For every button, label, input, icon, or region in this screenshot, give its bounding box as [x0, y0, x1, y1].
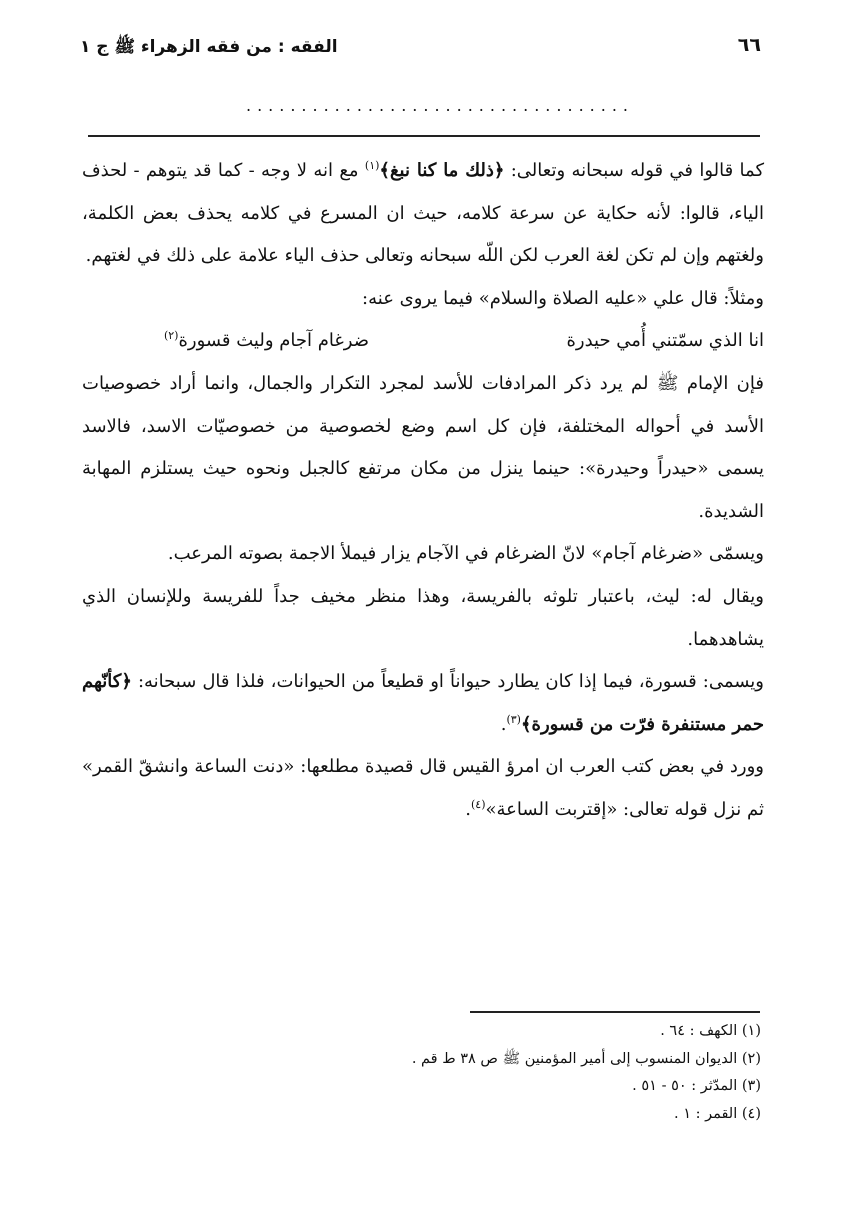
- poem-first-hemistich: انا الذي سمّتني أُمي حيدرة: [566, 330, 764, 352]
- footnote-3: (٣) المدّثر : ٥٠ - ٥١ .: [632, 1078, 761, 1094]
- poem-verse: [82, 320, 764, 363]
- paragraph-4: ويسمّى «ضرغام آجام» لانّ الضرغام في الآجام يزار فيملأ الاجمة بصوته المرعب.: [167, 543, 764, 565]
- paragraph-3: فإن الإمام ﷺ لم يرد ذكر المرادفات للأسد لمجرد التكرار والجمال، وانما أراد خصوصيات الأسد في أحواله المختلفة، فإن كل اسم وضع لخصوصية من خصوصيّات الاسد، فالاسد يسمى «حيدراً وحيدرة»: حينما ينزل من مكان مرتفع كالجبل ونحوه حيث يستلزم المهابة الشديدة.: [82, 372, 764, 522]
- paragraph-1: [82, 150, 764, 278]
- footnote-ref-4: (٤): [471, 797, 486, 811]
- header-rule: [88, 135, 760, 137]
- paragraph-7-after: .: [465, 798, 471, 820]
- paragraph-1-before: كما قالوا في قوله سبحانه وتعالى:: [504, 160, 765, 181]
- paragraph-2: ومثلاً: قال علي «عليه الصلاة والسلام» فيما يروى عنه:: [362, 287, 764, 309]
- quran-verse-1: ﴿ذلك ما كنا نبغ﴾: [379, 160, 505, 181]
- paragraph-6-after: .: [500, 713, 507, 735]
- poem-second-hemistich: [164, 320, 369, 363]
- footnote-2: (٢) الديوان المنسوب إلى أمير المؤمنين ﷺ ص ٣٨ ط قم .: [411, 1050, 761, 1067]
- dotted-separator: ...................................: [245, 96, 634, 115]
- paragraph-1-after: مع انه لا وجه - كما قد يتوهم - لحذف الياء، قالوا: لأنه حكاية عن سرعة كلامه، حيث ان المسرع في كلامه يحذف بعض الكلمة، ولغتهم وإن لم تكن لغة العرب لكن اللّه سبحانه وتعالى حذف الياء علامة على ذلك في لغتهم.: [82, 160, 764, 267]
- quran-verse-2: ﴿كأنّهم حمر مستنفرة فرّت من قسورة﴾: [82, 671, 764, 735]
- running-header: [80, 34, 761, 64]
- footnote-1: (١) الكهف : ٦٤ .: [660, 1023, 761, 1039]
- footnote-ref-1: (١): [364, 159, 380, 172]
- body-text: [82, 150, 764, 832]
- footnote-ref-3: (٣): [506, 712, 521, 726]
- footnotes: [161, 1018, 761, 1128]
- page-number: ٦٦: [737, 34, 761, 56]
- footnote-rule: [470, 1011, 760, 1013]
- poem-second-text: ضرغام آجام وليث قسورة: [178, 330, 369, 352]
- paragraph-5: ويقال له: ليث، باعتبار تلوثه بالفريسة، وهذا منظر مخيف جداً للفريسة وللإنسان الذي يشاهدهما.: [82, 585, 764, 650]
- paragraph-7: [82, 746, 764, 831]
- header-title: الفقه : من فقه الزهراء ﷺ ج ١: [80, 37, 338, 57]
- paragraph-6-before: ويسمى: قسورة، فيما إذا كان يطارد حيواناً او قطيعاً من الحيوانات، فلذا قال سبحانه:: [131, 671, 764, 693]
- footnote-4: (٤) القمر : ١ .: [673, 1105, 761, 1122]
- paragraph-7-text: وورد في بعض كتب العرب ان امرؤ القيس قال قصيدة مطلعها: «دنت الساعة وانشقّ القمر» ثم نزل قوله تعالى: «إقتربت الساعة»: [82, 756, 764, 820]
- paragraph-6: [82, 661, 764, 746]
- footnote-ref-2: (٢): [163, 329, 179, 343]
